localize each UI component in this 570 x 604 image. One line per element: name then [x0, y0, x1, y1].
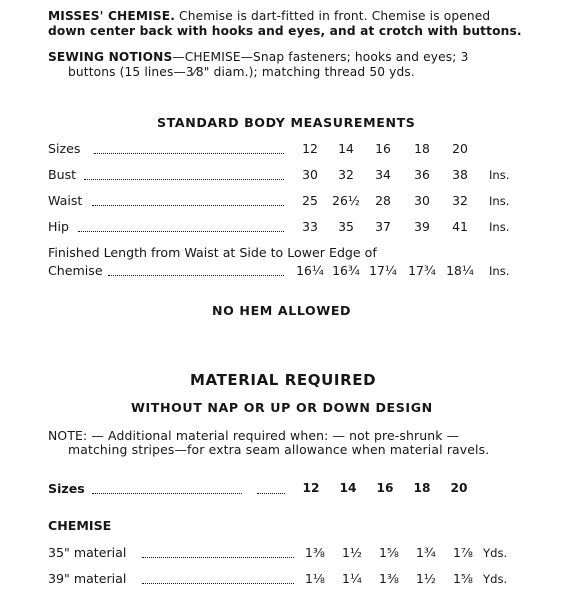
hip-value: 35 [338, 219, 354, 234]
yardage-value: 1⅜ [305, 545, 325, 560]
size-value: 20 [452, 141, 468, 156]
hip-value: 39 [414, 219, 430, 234]
material-size-value: 14 [339, 481, 357, 495]
size-value: 12 [302, 141, 318, 156]
waist-label: Waist [48, 193, 83, 208]
yardage-value: 1½ [416, 571, 436, 586]
bust-value: 32 [338, 167, 354, 182]
material-size-value: 20 [450, 481, 468, 495]
chemise-label: Chemise [48, 263, 103, 278]
dot-leader [142, 583, 294, 584]
waist-value: 32 [452, 193, 468, 208]
bust-label: Bust [48, 167, 77, 182]
dot-leader [92, 493, 242, 494]
sewing-notions-text: —CHEMISE—Snap fasteners; hooks and eyes; 3 [172, 50, 469, 64]
chemise-section-label: CHEMISE [48, 518, 112, 533]
sewing-notions-line-2: buttons (15 lines—3⁄8" diam.); matching thread 50 yds. [68, 65, 415, 79]
finished-length-unit: Ins. [489, 264, 510, 278]
material-size-value: 12 [302, 481, 320, 495]
sewing-notions-line-1 [48, 50, 468, 64]
yardage-value: 1⅜ [379, 571, 399, 586]
pattern-description-line-2: down center back with hooks and eyes, and at crotch with buttons. [48, 24, 522, 38]
hip-label: Hip [48, 219, 69, 234]
bust-unit: Ins. [489, 168, 510, 182]
yardage-value: 1⅝ [453, 571, 473, 586]
bust-value: 30 [302, 167, 318, 182]
dot-leader [92, 205, 284, 206]
material-width-label: 39" material [48, 571, 127, 586]
hip-value: 37 [375, 219, 391, 234]
pattern-description-line-1 [48, 9, 490, 23]
size-value: 18 [414, 141, 430, 156]
dot-leader [257, 493, 285, 494]
yardage-value: 1⅛ [305, 571, 325, 586]
bust-value: 36 [414, 167, 430, 182]
waist-value: 28 [375, 193, 391, 208]
material-note-line-1: NOTE: — Additional material required when: — not pre-shrunk — [48, 428, 460, 443]
yardage-value: 1½ [342, 545, 362, 560]
material-note-line-2: matching stripes—for extra seam allowance when material ravels. [68, 442, 490, 457]
yardage-unit: Yds. [483, 572, 508, 586]
finished-length-value: 16¼ [296, 263, 324, 278]
material-width-label: 35" material [48, 545, 127, 560]
finished-length-value: 17¼ [369, 263, 397, 278]
hip-unit: Ins. [489, 220, 510, 234]
bust-value: 38 [452, 167, 468, 182]
finished-length-label: Finished Length from Waist at Side to Lower Edge of [48, 245, 377, 260]
waist-value: 26½ [332, 193, 360, 208]
yardage-value: 1¾ [416, 545, 436, 560]
dot-leader [78, 231, 284, 232]
dot-leader [108, 275, 284, 276]
size-value: 14 [338, 141, 354, 156]
finished-length-value: 16¾ [332, 263, 360, 278]
waist-value: 25 [302, 193, 318, 208]
pattern-description-text: Chemise is dart-fitted in front. Chemise is opened [175, 9, 491, 23]
yardage-value: 1⅞ [453, 545, 473, 560]
material-subheading: WITHOUT NAP OR UP OR DOWN DESIGN [131, 400, 433, 415]
sizes-label: Sizes [48, 141, 81, 156]
material-size-value: 18 [413, 481, 431, 495]
finished-length-value: 17¾ [408, 263, 436, 278]
hip-value: 33 [302, 219, 318, 234]
no-hem-note: NO HEM ALLOWED [212, 303, 352, 318]
measurements-heading: STANDARD BODY MEASUREMENTS [157, 115, 416, 130]
yardage-value: 1¼ [342, 571, 362, 586]
material-heading: MATERIAL REQUIRED [190, 371, 377, 389]
size-value: 16 [375, 141, 391, 156]
bust-value: 34 [375, 167, 391, 182]
dot-leader [84, 179, 284, 180]
finished-length-value: 18¼ [446, 263, 474, 278]
material-sizes-label: Sizes [48, 481, 85, 496]
material-size-value: 16 [376, 481, 394, 495]
pattern-title: MISSES' CHEMISE. [48, 9, 176, 23]
dot-leader [94, 153, 284, 154]
yardage-unit: Yds. [483, 546, 508, 560]
sewing-notions-title: SEWING NOTIONS [48, 50, 173, 64]
dot-leader [142, 557, 294, 558]
yardage-value: 1⅝ [379, 545, 399, 560]
waist-value: 30 [414, 193, 430, 208]
waist-unit: Ins. [489, 194, 510, 208]
hip-value: 41 [452, 219, 468, 234]
